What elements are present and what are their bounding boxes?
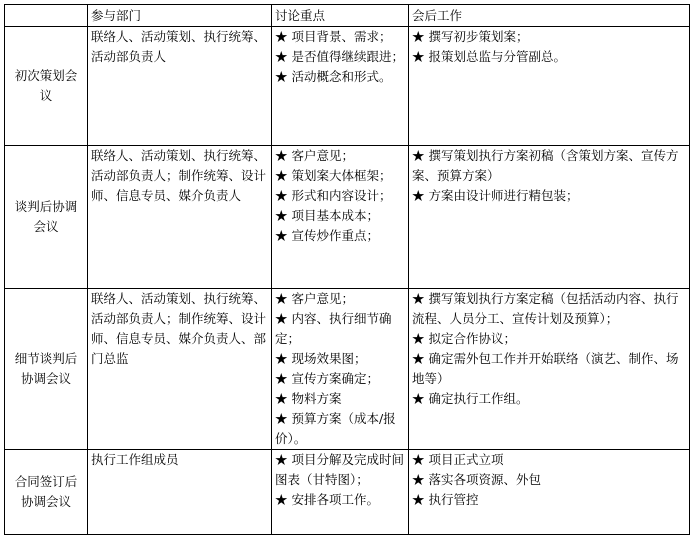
followup-item: ★ 执行管控 <box>412 492 479 507</box>
discussion-item: ★ 客户意见； <box>275 291 354 306</box>
discussion-item: ★ 是否值得继续跟进； <box>275 49 404 64</box>
discussion-item: ★ 宣传方案确定； <box>275 371 379 386</box>
discussion-item: ★ 预算方案（成本/报价）。 <box>275 411 396 446</box>
followup-item: ★ 方案由设计师进行精包装； <box>412 188 579 203</box>
followup-item: ★ 撰写策划执行方案定稿（包括活动内容、执行流程、人员分工、宣传计划及预算）； <box>412 291 679 326</box>
discussion-cell <box>272 27 409 146</box>
table-row <box>5 289 690 450</box>
followup-cell <box>409 289 690 450</box>
meeting-name: 谈判后协调会议 <box>5 146 88 289</box>
followup-cell <box>409 450 690 535</box>
meeting-workflow-table <box>4 4 690 535</box>
discussion-cell <box>272 289 409 450</box>
table-header-row <box>5 5 690 27</box>
followup-item: ★ 确定需外包工作并开始联络（演艺、制作、场地等） <box>412 351 679 386</box>
meeting-name: 合同签订后协调会议 <box>5 450 88 535</box>
discussion-item: ★ 客户意见； <box>275 148 354 163</box>
participants-cell: 联络人、活动策划、执行统筹、活动部负责人；制作统筹、设计师、信息专员、媒介负责人 <box>88 146 272 289</box>
discussion-cell <box>272 146 409 289</box>
discussion-item: ★ 项目分解及完成时间图表（甘特图）； <box>275 452 404 487</box>
table-row <box>5 450 690 535</box>
followup-item: ★ 确定执行工作组。 <box>412 391 529 406</box>
followup-item: ★ 报策划总监与分管副总。 <box>412 49 566 64</box>
meeting-name: 初次策划会议 <box>5 27 88 146</box>
discussion-item: ★ 安排各项工作。 <box>275 492 379 507</box>
followup-item: ★ 拟定合作协议； <box>412 331 516 346</box>
followup-item: ★ 落实各项资源、外包 <box>412 472 541 487</box>
discussion-item: ★ 活动概念和形式。 <box>275 69 392 84</box>
discussion-item: ★ 物料方案 <box>275 391 342 406</box>
followup-cell <box>409 27 690 146</box>
discussion-item: ★ 项目背景、需求； <box>275 29 392 44</box>
header-blank <box>5 5 88 27</box>
participants-cell: 执行工作组成员 <box>88 450 272 535</box>
followup-cell <box>409 146 690 289</box>
header-participants: 参与部门 <box>88 5 272 27</box>
discussion-item: ★ 现场效果图； <box>275 351 367 366</box>
discussion-item: ★ 内容、执行细节确定； <box>275 311 392 346</box>
discussion-item: ★ 形式和内容设计； <box>275 188 392 203</box>
discussion-item: ★ 项目基本成本； <box>275 208 379 223</box>
discussion-item: ★ 策划案大体框架； <box>275 168 392 183</box>
discussion-cell <box>272 450 409 535</box>
followup-item: ★ 撰写策划执行方案初稿（含策划方案、宣传方案、预算方案） <box>412 148 679 183</box>
followup-item: ★ 撰写初步策划案； <box>412 29 529 44</box>
meeting-name: 细节谈判后协调会议 <box>5 289 88 450</box>
header-discussion: 讨论重点 <box>272 5 409 27</box>
discussion-item: ★ 宣传炒作重点； <box>275 228 379 243</box>
followup-item: ★ 项目正式立项 <box>412 452 504 467</box>
participants-cell: 联络人、活动策划、执行统筹、活动部负责人；制作统筹、设计师、信息专员、媒介负责人、部门总监 <box>88 289 272 450</box>
table-row <box>5 146 690 289</box>
table-row <box>5 27 690 146</box>
header-followup: 会后工作 <box>409 5 690 27</box>
participants-cell: 联络人、活动策划、执行统筹、活动部负责人 <box>88 27 272 146</box>
